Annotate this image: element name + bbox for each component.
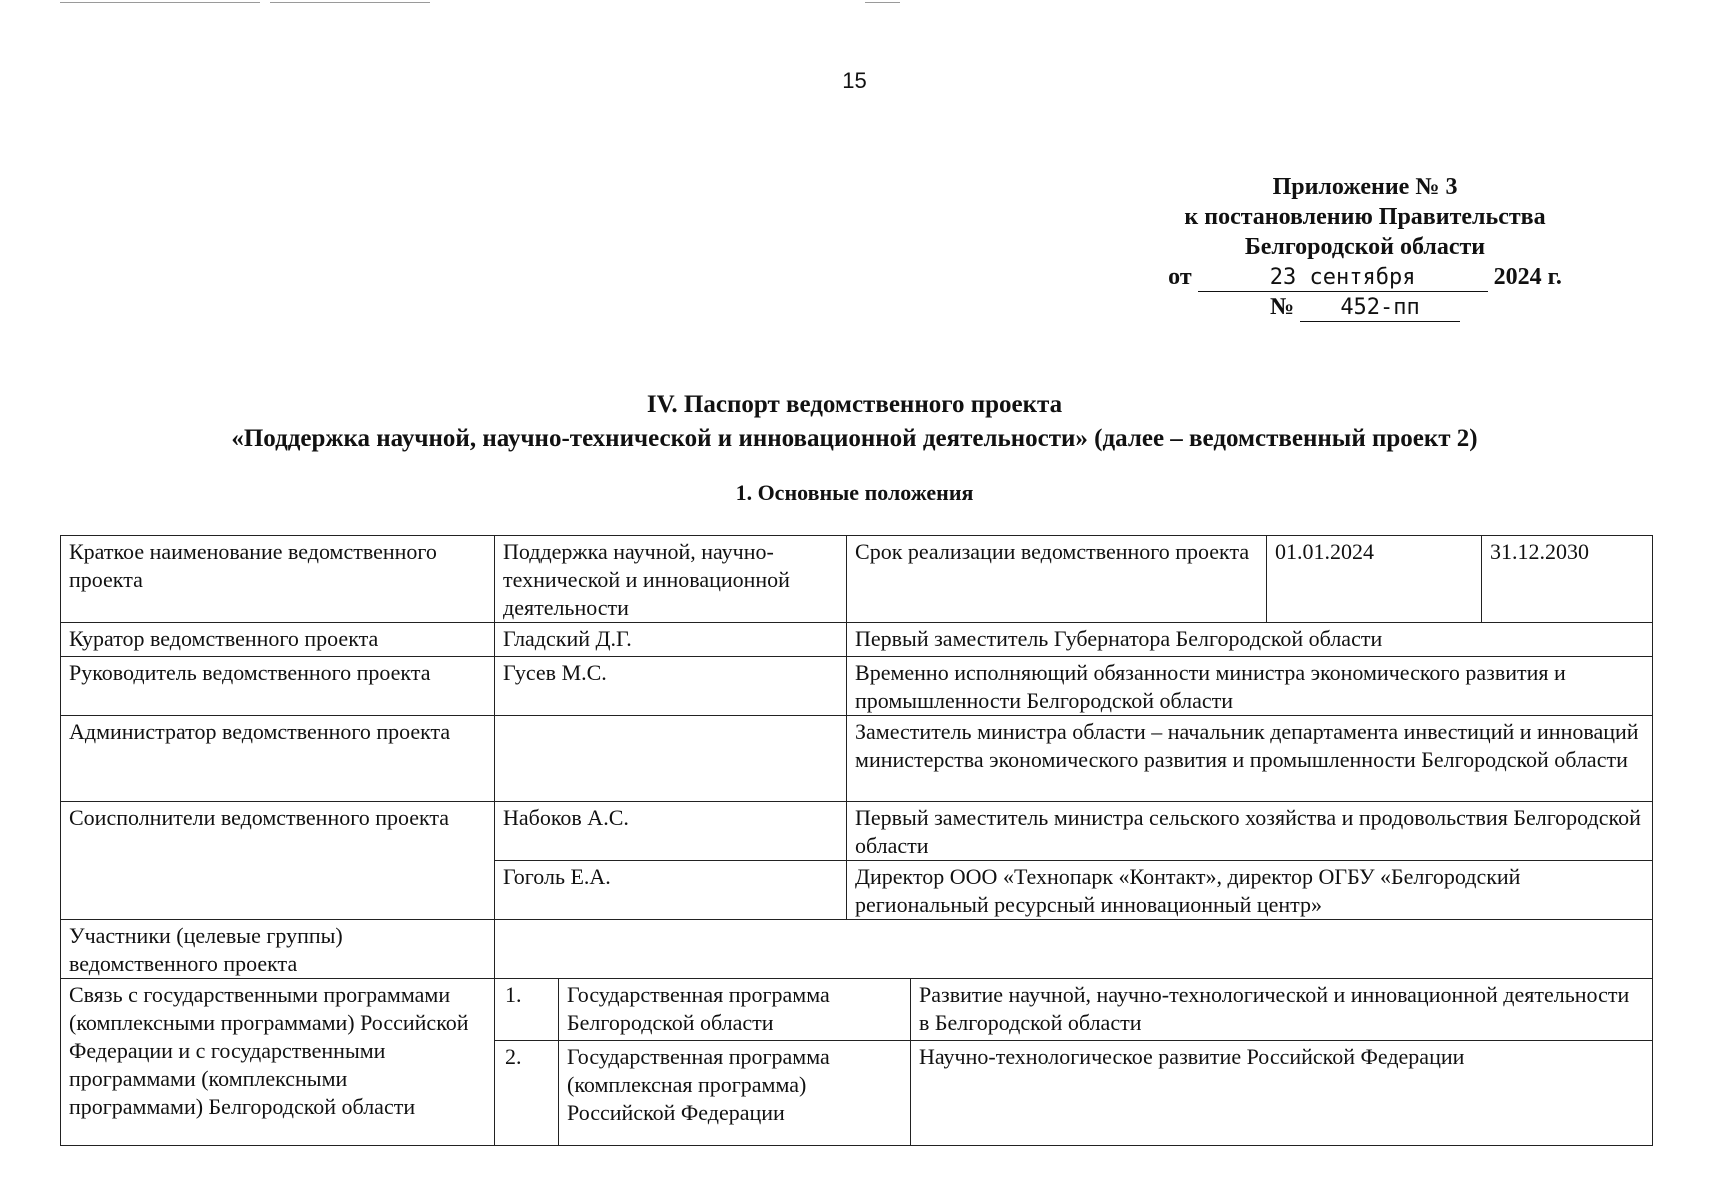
participants-value — [495, 920, 1653, 979]
head-name: Гусев М.С. — [495, 657, 847, 716]
passport-table — [60, 535, 1653, 1146]
term-start: 01.01.2024 — [1267, 536, 1482, 623]
table-row — [61, 657, 1653, 716]
coexec-label: Соисполнители ведомственного проекта — [61, 802, 495, 920]
short-name-label: Краткое наименование ведомственного проекта — [61, 536, 495, 623]
date-suffix: 2024 г. — [1493, 264, 1562, 290]
coexec-name: Набоков А.С. — [495, 802, 847, 861]
scan-edge-line — [270, 2, 430, 3]
appendix-resolution: к постановлению Правительства — [1184, 204, 1546, 230]
coexec-name: Гоголь Е.А. — [495, 861, 847, 920]
coexec-position: Первый заместитель министра сельского хозяйства и продовольствия Белгородской области — [847, 802, 1653, 861]
document-title — [0, 388, 1709, 456]
section-title: 1. Основные положения — [735, 480, 974, 505]
table-row — [61, 536, 1653, 623]
link-program-name: Развитие научной, научно-технологической и инновационной деятельности в Белгородской области — [911, 979, 1653, 1041]
links-label: Связь с государственными программами (комплексными программами) Российской Федерации и с государственными программами (комплексными программами) Белгородской области — [61, 979, 495, 1146]
admin-label: Администратор ведомственного проекта — [61, 716, 495, 802]
head-position: Временно исполняющий обязанности министра экономического развития и промышленности Белгородской области — [847, 657, 1653, 716]
number-value: 452-пп — [1300, 295, 1460, 322]
curator-position: Первый заместитель Губернатора Белгородской области — [847, 623, 1653, 657]
admin-name — [495, 716, 847, 802]
link-program-name: Научно-технологическое развитие Российской Федерации — [911, 1041, 1653, 1146]
date-prefix: от — [1168, 264, 1192, 290]
head-label: Руководитель ведомственного проекта — [61, 657, 495, 716]
page-number: 15 — [842, 68, 867, 93]
link-program-type: Государственная программа Белгородской области — [559, 979, 911, 1041]
table-row — [61, 920, 1653, 979]
term-label: Срок реализации ведомственного проекта — [847, 536, 1267, 623]
link-program-type: Государственная программа (комплексная программа) Российской Федерации — [559, 1041, 911, 1146]
table-row — [61, 979, 1653, 1041]
admin-position: Заместитель министра области – начальник департамента инвестиций и инноваций министерства экономического развития и промышленности Белгородской области — [847, 716, 1653, 802]
short-name-value: Поддержка научной, научно-технической и инновационной деятельности — [495, 536, 847, 623]
link-number: 2. — [495, 1041, 559, 1146]
participants-label: Участники (целевые группы) ведомственного проекта — [61, 920, 495, 979]
appendix-title: Приложение № 3 — [1272, 174, 1458, 200]
scan-edge-line — [865, 2, 900, 3]
table-row — [61, 802, 1653, 861]
date-value: 23 сентября — [1198, 265, 1488, 292]
appendix-region: Белгородской области — [1244, 234, 1486, 260]
appendix-header — [1150, 172, 1580, 322]
scan-edge-line — [60, 2, 260, 3]
term-end: 31.12.2030 — [1482, 536, 1653, 623]
table-row — [61, 716, 1653, 802]
curator-name: Гладский Д.Г. — [495, 623, 847, 657]
number-prefix: № — [1269, 294, 1295, 320]
coexec-position: Директор ООО «Технопарк «Контакт», директор ОГБУ «Белгородский региональный ресурсный инновационный центр» — [847, 861, 1653, 920]
curator-label: Куратор ведомственного проекта — [61, 623, 495, 657]
link-number: 1. — [495, 979, 559, 1041]
title-line-2: «Поддержка научной, научно-технической и инновационной деятельности» (далее – ведомственный проект 2) — [231, 425, 1478, 452]
appendix-number-line — [1150, 292, 1580, 322]
table-row — [61, 623, 1653, 657]
title-line-1: IV. Паспорт ведомственного проекта — [646, 391, 1063, 418]
appendix-date-line — [1150, 262, 1580, 292]
